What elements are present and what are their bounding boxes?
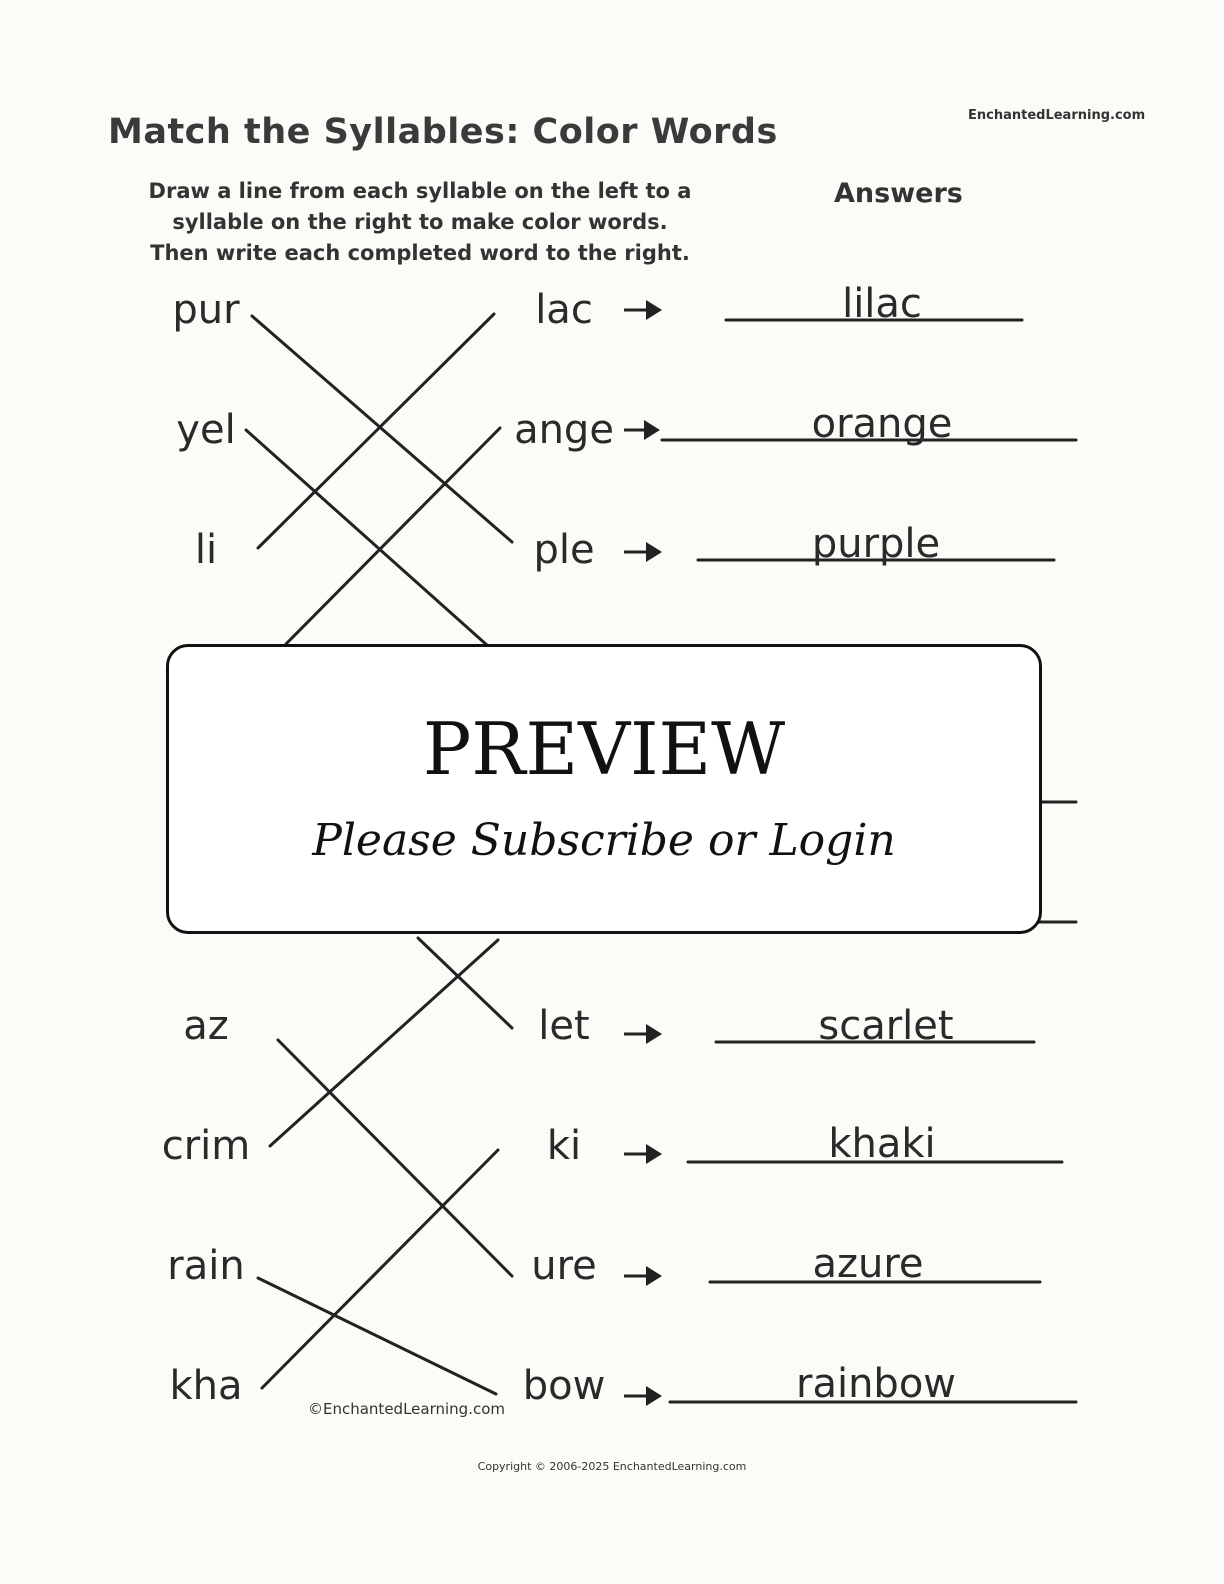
right-syllable: ange xyxy=(514,407,614,453)
match-line xyxy=(258,1278,496,1394)
page-title: Match the Syllables: Color Words xyxy=(108,112,778,152)
answer-word: scarlet xyxy=(818,1003,954,1049)
inner-copyright: ©EnchantedLearning.com xyxy=(308,1400,505,1418)
right-syllable: ki xyxy=(546,1123,582,1169)
site-tag: EnchantedLearning.com xyxy=(968,108,1146,123)
answers-heading: Answers xyxy=(834,178,963,209)
right-syllable: bow xyxy=(522,1363,606,1409)
footer-copyright: Copyright © 2006-2025 EnchantedLearning.com xyxy=(477,1460,747,1473)
match-line xyxy=(278,1040,512,1276)
preview-overlay[interactable] xyxy=(166,644,1042,934)
answer-word: azure xyxy=(812,1241,924,1287)
answer-word: purple xyxy=(811,521,941,567)
left-syllable: az xyxy=(183,1003,229,1049)
left-syllable: pur xyxy=(172,287,240,333)
answer-word: lilac xyxy=(842,281,922,327)
instructions-line: Draw a line from each syllable on the left to a xyxy=(148,179,692,203)
preview-title: PREVIEW xyxy=(422,707,786,791)
right-syllable: ure xyxy=(531,1243,597,1289)
right-syllable: lac xyxy=(535,287,593,333)
answer-word: orange xyxy=(811,401,953,447)
match-line xyxy=(270,940,498,1146)
match-line xyxy=(258,314,494,548)
subscribe-login-prompt[interactable]: Please Subscribe or Login xyxy=(312,815,896,866)
answer-word: khaki xyxy=(828,1121,936,1167)
instructions-line: syllable on the right to make color words. xyxy=(172,210,668,234)
match-line xyxy=(262,1150,498,1388)
left-syllable: li xyxy=(194,527,218,573)
right-syllable: ple xyxy=(533,527,595,573)
left-syllable: kha xyxy=(169,1363,243,1409)
left-syllable: rain xyxy=(167,1243,245,1289)
answer-word: rainbow xyxy=(796,1361,956,1407)
left-syllable: crim xyxy=(161,1123,251,1169)
match-line xyxy=(286,428,500,644)
instructions-line: Then write each completed word to the right. xyxy=(150,241,690,265)
right-syllable: let xyxy=(538,1003,590,1049)
left-syllable: yel xyxy=(176,407,236,453)
match-line xyxy=(252,316,512,542)
